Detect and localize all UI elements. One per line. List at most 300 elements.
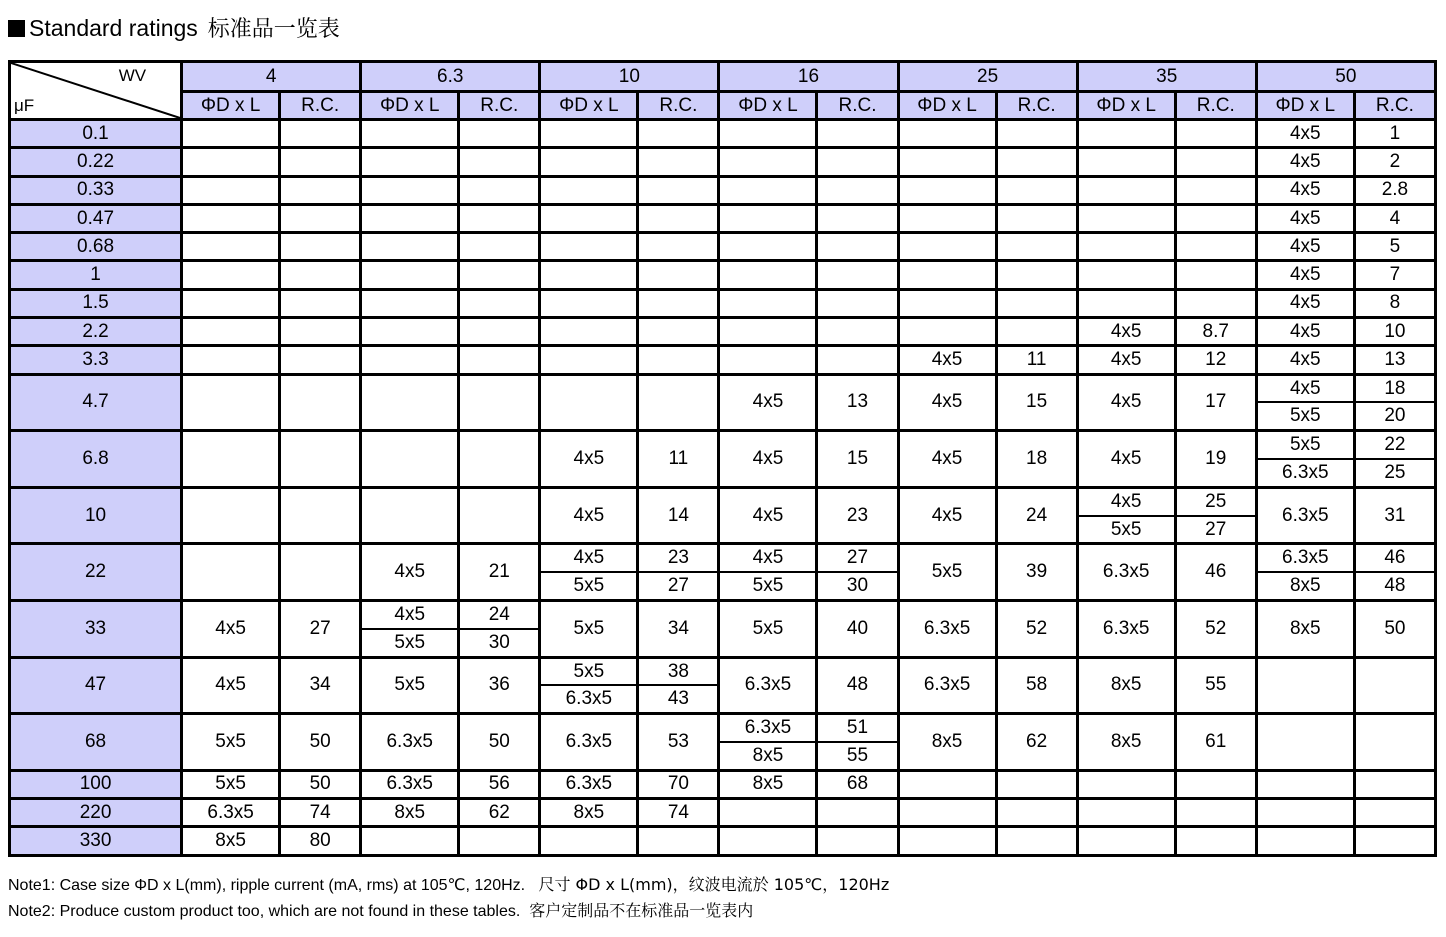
empty-cell	[1354, 827, 1435, 855]
voltage-header: 10	[540, 62, 719, 92]
empty-cell	[182, 120, 280, 148]
empty-cell	[1175, 799, 1256, 827]
table-row	[10, 770, 1436, 798]
size-column-header: ΦD x L	[361, 92, 459, 120]
ripple-current-cell: 18	[996, 431, 1077, 488]
case-size-cell: 4x5	[898, 374, 996, 431]
case-size-cell: 4x5	[1077, 374, 1175, 431]
ripple-current-cell: 23	[638, 544, 719, 572]
empty-cell	[1354, 799, 1435, 827]
empty-cell	[817, 346, 898, 374]
case-size-cell: 5x5	[361, 657, 459, 714]
empty-cell	[361, 120, 459, 148]
empty-cell	[1256, 770, 1354, 798]
empty-cell	[817, 799, 898, 827]
empty-cell	[361, 261, 459, 289]
capacitance-cell: 330	[10, 827, 182, 855]
voltage-header: 25	[898, 62, 1077, 92]
table-row	[10, 601, 1436, 629]
case-size-cell: 4x5	[719, 374, 817, 431]
case-size-cell: 6.3x5	[540, 685, 638, 713]
empty-cell	[459, 318, 540, 346]
empty-cell	[540, 176, 638, 204]
case-size-cell: 5x5	[719, 572, 817, 600]
table-row	[10, 261, 1436, 289]
empty-cell	[1256, 799, 1354, 827]
case-size-cell: 4x5	[1077, 487, 1175, 515]
empty-cell	[361, 431, 459, 488]
case-size-cell: 4x5	[1256, 374, 1354, 402]
empty-cell	[996, 204, 1077, 232]
empty-cell	[638, 120, 719, 148]
note-1	[8, 872, 889, 898]
empty-cell	[638, 204, 719, 232]
size-column-header: ΦD x L	[1077, 92, 1175, 120]
empty-cell	[182, 261, 280, 289]
empty-cell	[459, 261, 540, 289]
table-row	[10, 346, 1436, 374]
empty-cell	[719, 346, 817, 374]
ripple-current-cell: 68	[817, 770, 898, 798]
case-size-cell: 5x5	[719, 601, 817, 658]
empty-cell	[1175, 827, 1256, 855]
case-size-cell: 5x5	[540, 657, 638, 685]
empty-cell	[817, 261, 898, 289]
empty-cell	[638, 176, 719, 204]
empty-cell	[459, 346, 540, 374]
empty-cell	[361, 318, 459, 346]
corner-header-cell	[10, 62, 182, 120]
empty-cell	[540, 148, 638, 176]
case-size-cell: 4x5	[898, 431, 996, 488]
voltage-header: 16	[719, 62, 898, 92]
empty-cell	[361, 233, 459, 261]
ripple-current-cell: 27	[638, 572, 719, 600]
case-size-cell: 5x5	[1256, 402, 1354, 430]
ripple-current-cell: 13	[817, 374, 898, 431]
empty-cell	[1077, 799, 1175, 827]
ripple-current-cell: 34	[638, 601, 719, 658]
ripple-current-cell: 74	[638, 799, 719, 827]
empty-cell	[1077, 233, 1175, 261]
rc-column-header: R.C.	[280, 92, 361, 120]
empty-cell	[182, 176, 280, 204]
ripple-current-cell: 50	[280, 770, 361, 798]
case-size-cell: 6.3x5	[361, 714, 459, 771]
ripple-current-cell: 51	[817, 714, 898, 742]
ripple-current-cell: 50	[459, 714, 540, 771]
empty-cell	[719, 233, 817, 261]
empty-cell	[459, 487, 540, 544]
case-size-cell: 4x5	[361, 544, 459, 601]
case-size-cell: 8x5	[540, 799, 638, 827]
case-size-cell: 6.3x5	[719, 714, 817, 742]
empty-cell	[280, 431, 361, 488]
ripple-current-cell: 52	[1175, 601, 1256, 658]
case-size-cell: 4x5	[898, 346, 996, 374]
ripple-current-cell: 30	[459, 629, 540, 657]
case-size-cell: 5x5	[540, 572, 638, 600]
ripple-current-cell: 8.7	[1175, 318, 1256, 346]
size-column-header: ΦD x L	[182, 92, 280, 120]
case-size-cell: 8x5	[719, 742, 817, 770]
case-size-cell: 6.3x5	[898, 601, 996, 658]
empty-cell	[361, 827, 459, 855]
case-size-cell: 6.3x5	[1256, 544, 1354, 572]
ripple-current-cell: 27	[1175, 516, 1256, 544]
empty-cell	[638, 233, 719, 261]
empty-cell	[719, 289, 817, 317]
table-row	[10, 431, 1436, 459]
size-column-header: ΦD x L	[1256, 92, 1354, 120]
empty-cell	[459, 204, 540, 232]
note-1-chinese: 尺寸 ΦD x L(mm)，纹波电流於 105℃，120Hz	[538, 875, 890, 894]
empty-cell	[996, 289, 1077, 317]
size-column-header: ΦD x L	[719, 92, 817, 120]
ripple-current-cell: 46	[1354, 544, 1435, 572]
empty-cell	[638, 374, 719, 431]
empty-cell	[182, 374, 280, 431]
empty-cell	[361, 487, 459, 544]
diagonal-divider	[11, 63, 180, 118]
case-size-cell: 4x5	[1077, 346, 1175, 374]
empty-cell	[996, 261, 1077, 289]
case-size-cell: 5x5	[182, 770, 280, 798]
empty-cell	[459, 233, 540, 261]
empty-cell	[996, 799, 1077, 827]
ripple-current-cell: 43	[638, 685, 719, 713]
empty-cell	[182, 431, 280, 488]
case-size-cell: 4x5	[540, 431, 638, 488]
case-size-cell: 8x5	[1077, 714, 1175, 771]
empty-cell	[817, 233, 898, 261]
case-size-cell: 4x5	[719, 487, 817, 544]
ripple-current-cell: 11	[638, 431, 719, 488]
case-size-cell: 4x5	[1077, 318, 1175, 346]
empty-cell	[182, 148, 280, 176]
ripple-current-cell: 15	[817, 431, 898, 488]
case-size-cell: 6.3x5	[540, 770, 638, 798]
ripple-current-cell: 34	[280, 657, 361, 714]
rc-column-header: R.C.	[1354, 92, 1435, 120]
case-size-cell: 4x5	[1256, 318, 1354, 346]
empty-cell	[182, 204, 280, 232]
empty-cell	[1354, 770, 1435, 798]
empty-cell	[459, 148, 540, 176]
empty-cell	[719, 261, 817, 289]
ripple-current-cell: 80	[280, 827, 361, 855]
empty-cell	[280, 120, 361, 148]
case-size-cell: 5x5	[1077, 516, 1175, 544]
empty-cell	[280, 374, 361, 431]
capacitance-cell: 0.68	[10, 233, 182, 261]
empty-cell	[996, 233, 1077, 261]
capacitance-cell: 0.1	[10, 120, 182, 148]
empty-cell	[361, 148, 459, 176]
table-row	[10, 233, 1436, 261]
empty-cell	[817, 148, 898, 176]
empty-cell	[719, 318, 817, 346]
table-row	[10, 799, 1436, 827]
ripple-current-cell: 5	[1354, 233, 1435, 261]
empty-cell	[1256, 827, 1354, 855]
empty-cell	[898, 289, 996, 317]
case-size-cell: 4x5	[1256, 176, 1354, 204]
case-size-cell: 8x5	[1256, 572, 1354, 600]
empty-cell	[1077, 770, 1175, 798]
case-size-cell: 4x5	[1256, 204, 1354, 232]
empty-cell	[1077, 120, 1175, 148]
case-size-cell: 4x5	[719, 544, 817, 572]
page-title	[8, 10, 340, 46]
note-1-english: Note1: Case size ΦD x L(mm), ripple current (mA, rms) at 105℃, 120Hz.	[8, 877, 526, 894]
ripple-current-cell: 27	[280, 601, 361, 658]
empty-cell	[719, 799, 817, 827]
ripple-current-cell: 40	[817, 601, 898, 658]
empty-cell	[1175, 148, 1256, 176]
title-chinese: 标准品一览表	[207, 17, 340, 42]
empty-cell	[280, 176, 361, 204]
ripple-current-cell: 31	[1354, 487, 1435, 544]
ripple-current-cell: 48	[817, 657, 898, 714]
empty-cell	[898, 318, 996, 346]
case-size-cell: 6.3x5	[182, 799, 280, 827]
ripple-current-cell: 2.8	[1354, 176, 1435, 204]
ripple-current-cell: 61	[1175, 714, 1256, 771]
empty-cell	[1256, 657, 1354, 714]
empty-cell	[1077, 148, 1175, 176]
empty-cell	[1175, 233, 1256, 261]
empty-cell	[638, 289, 719, 317]
empty-cell	[280, 261, 361, 289]
case-size-cell: 8x5	[719, 770, 817, 798]
case-size-cell: 6.3x5	[361, 770, 459, 798]
case-size-cell: 8x5	[182, 827, 280, 855]
capacitance-cell: 3.3	[10, 346, 182, 374]
empty-cell	[996, 318, 1077, 346]
empty-cell	[1077, 204, 1175, 232]
empty-cell	[638, 827, 719, 855]
ripple-current-cell: 24	[459, 601, 540, 629]
capacitance-cell: 47	[10, 657, 182, 714]
empty-cell	[898, 799, 996, 827]
standard-ratings-table	[8, 60, 1437, 857]
capacitance-cell: 2.2	[10, 318, 182, 346]
empty-cell	[280, 346, 361, 374]
ripple-current-cell: 12	[1175, 346, 1256, 374]
case-size-cell: 8x5	[1256, 601, 1354, 658]
capacitance-cell: 22	[10, 544, 182, 601]
case-size-cell: 5x5	[1256, 431, 1354, 459]
case-size-cell: 4x5	[182, 657, 280, 714]
ripple-current-cell: 1	[1354, 120, 1435, 148]
case-size-cell: 6.3x5	[719, 657, 817, 714]
ripple-current-cell: 46	[1175, 544, 1256, 601]
ripple-current-cell: 62	[996, 714, 1077, 771]
ripple-current-cell: 52	[996, 601, 1077, 658]
empty-cell	[280, 487, 361, 544]
voltage-header: 50	[1256, 62, 1435, 92]
ripple-current-cell: 2	[1354, 148, 1435, 176]
note-2-chinese: 客户定制品不在标准品一览表内	[529, 901, 754, 920]
empty-cell	[898, 176, 996, 204]
case-size-cell: 4x5	[540, 487, 638, 544]
empty-cell	[540, 346, 638, 374]
case-size-cell: 6.3x5	[1077, 601, 1175, 658]
empty-cell	[898, 204, 996, 232]
empty-cell	[1175, 289, 1256, 317]
empty-cell	[898, 770, 996, 798]
table-row	[10, 148, 1436, 176]
empty-cell	[898, 120, 996, 148]
case-size-cell: 4x5	[1256, 261, 1354, 289]
empty-cell	[459, 120, 540, 148]
empty-cell	[996, 148, 1077, 176]
empty-cell	[638, 346, 719, 374]
table-row	[10, 657, 1436, 685]
empty-cell	[182, 233, 280, 261]
empty-cell	[280, 233, 361, 261]
table-row	[10, 374, 1436, 402]
case-size-cell: 4x5	[898, 487, 996, 544]
rc-column-header: R.C.	[1175, 92, 1256, 120]
ripple-current-cell: 39	[996, 544, 1077, 601]
empty-cell	[996, 827, 1077, 855]
empty-cell	[361, 289, 459, 317]
note-2-english: Note2: Produce custom product too, which are not found in these tables.	[8, 903, 521, 920]
empty-cell	[1256, 714, 1354, 771]
case-size-cell: 6.3x5	[898, 657, 996, 714]
ripple-current-cell: 25	[1175, 487, 1256, 515]
empty-cell	[996, 120, 1077, 148]
empty-cell	[898, 148, 996, 176]
capacitance-cell: 220	[10, 799, 182, 827]
empty-cell	[361, 346, 459, 374]
case-size-cell: 5x5	[361, 629, 459, 657]
empty-cell	[1354, 657, 1435, 714]
empty-cell	[459, 289, 540, 317]
ripple-current-cell: 70	[638, 770, 719, 798]
empty-cell	[459, 431, 540, 488]
table-row	[10, 318, 1436, 346]
empty-cell	[280, 289, 361, 317]
ripple-current-cell: 18	[1354, 374, 1435, 402]
case-size-cell: 4x5	[1256, 233, 1354, 261]
case-size-cell: 5x5	[540, 601, 638, 658]
empty-cell	[817, 318, 898, 346]
ripple-current-cell: 55	[817, 742, 898, 770]
case-size-cell: 4x5	[540, 544, 638, 572]
ripple-current-cell: 74	[280, 799, 361, 827]
empty-cell	[540, 374, 638, 431]
capacitance-cell: 1	[10, 261, 182, 289]
capacitance-cell: 0.47	[10, 204, 182, 232]
ripple-current-cell: 53	[638, 714, 719, 771]
empty-cell	[182, 289, 280, 317]
ripple-current-cell: 17	[1175, 374, 1256, 431]
empty-cell	[898, 233, 996, 261]
case-size-cell: 4x5	[182, 601, 280, 658]
empty-cell	[898, 261, 996, 289]
case-size-cell: 6.3x5	[1256, 487, 1354, 544]
empty-cell	[459, 374, 540, 431]
rc-column-header: R.C.	[638, 92, 719, 120]
ripple-current-cell: 14	[638, 487, 719, 544]
case-size-cell: 8x5	[361, 799, 459, 827]
empty-cell	[540, 289, 638, 317]
case-size-cell: 5x5	[898, 544, 996, 601]
empty-cell	[719, 148, 817, 176]
empty-cell	[361, 204, 459, 232]
ripple-current-cell: 23	[817, 487, 898, 544]
empty-cell	[1175, 770, 1256, 798]
voltage-header: 6.3	[361, 62, 540, 92]
empty-cell	[459, 827, 540, 855]
case-size-cell: 4x5	[1256, 289, 1354, 317]
empty-cell	[817, 120, 898, 148]
case-size-cell: 8x5	[898, 714, 996, 771]
capacitance-cell: 6.8	[10, 431, 182, 488]
empty-cell	[182, 544, 280, 601]
empty-cell	[1175, 176, 1256, 204]
table-row	[10, 204, 1436, 232]
ripple-current-cell: 25	[1354, 459, 1435, 487]
case-size-cell: 4x5	[1256, 120, 1354, 148]
empty-cell	[280, 318, 361, 346]
size-column-header: ΦD x L	[898, 92, 996, 120]
rc-column-header: R.C.	[459, 92, 540, 120]
ripple-current-cell: 38	[638, 657, 719, 685]
case-size-cell: 8x5	[1077, 657, 1175, 714]
capacitance-cell: 100	[10, 770, 182, 798]
case-size-cell: 4x5	[361, 601, 459, 629]
ripple-current-cell: 8	[1354, 289, 1435, 317]
empty-cell	[1175, 204, 1256, 232]
table-row	[10, 544, 1436, 572]
case-size-cell: 4x5	[1256, 346, 1354, 374]
ripple-current-cell: 10	[1354, 318, 1435, 346]
empty-cell	[540, 233, 638, 261]
empty-cell	[280, 204, 361, 232]
empty-cell	[719, 204, 817, 232]
empty-cell	[996, 770, 1077, 798]
empty-cell	[1077, 176, 1175, 204]
ripple-current-cell: 56	[459, 770, 540, 798]
ripple-current-cell: 24	[996, 487, 1077, 544]
table-row	[10, 487, 1436, 515]
ripple-current-cell: 30	[817, 572, 898, 600]
title-english: Standard ratings	[29, 15, 198, 41]
capacitance-unit-label: μF	[14, 96, 35, 115]
notes	[8, 872, 889, 924]
ripple-current-cell: 50	[1354, 601, 1435, 658]
rc-column-header: R.C.	[817, 92, 898, 120]
empty-cell	[540, 204, 638, 232]
empty-cell	[719, 827, 817, 855]
voltage-header: 35	[1077, 62, 1256, 92]
case-size-cell: 6.3x5	[1256, 459, 1354, 487]
case-size-cell: 5x5	[182, 714, 280, 771]
capacitance-cell: 0.22	[10, 148, 182, 176]
ripple-current-cell: 58	[996, 657, 1077, 714]
table-row	[10, 714, 1436, 742]
empty-cell	[719, 176, 817, 204]
case-size-cell: 4x5	[719, 431, 817, 488]
empty-cell	[638, 318, 719, 346]
case-size-cell: 4x5	[1256, 148, 1354, 176]
ripple-current-cell: 19	[1175, 431, 1256, 488]
empty-cell	[361, 374, 459, 431]
